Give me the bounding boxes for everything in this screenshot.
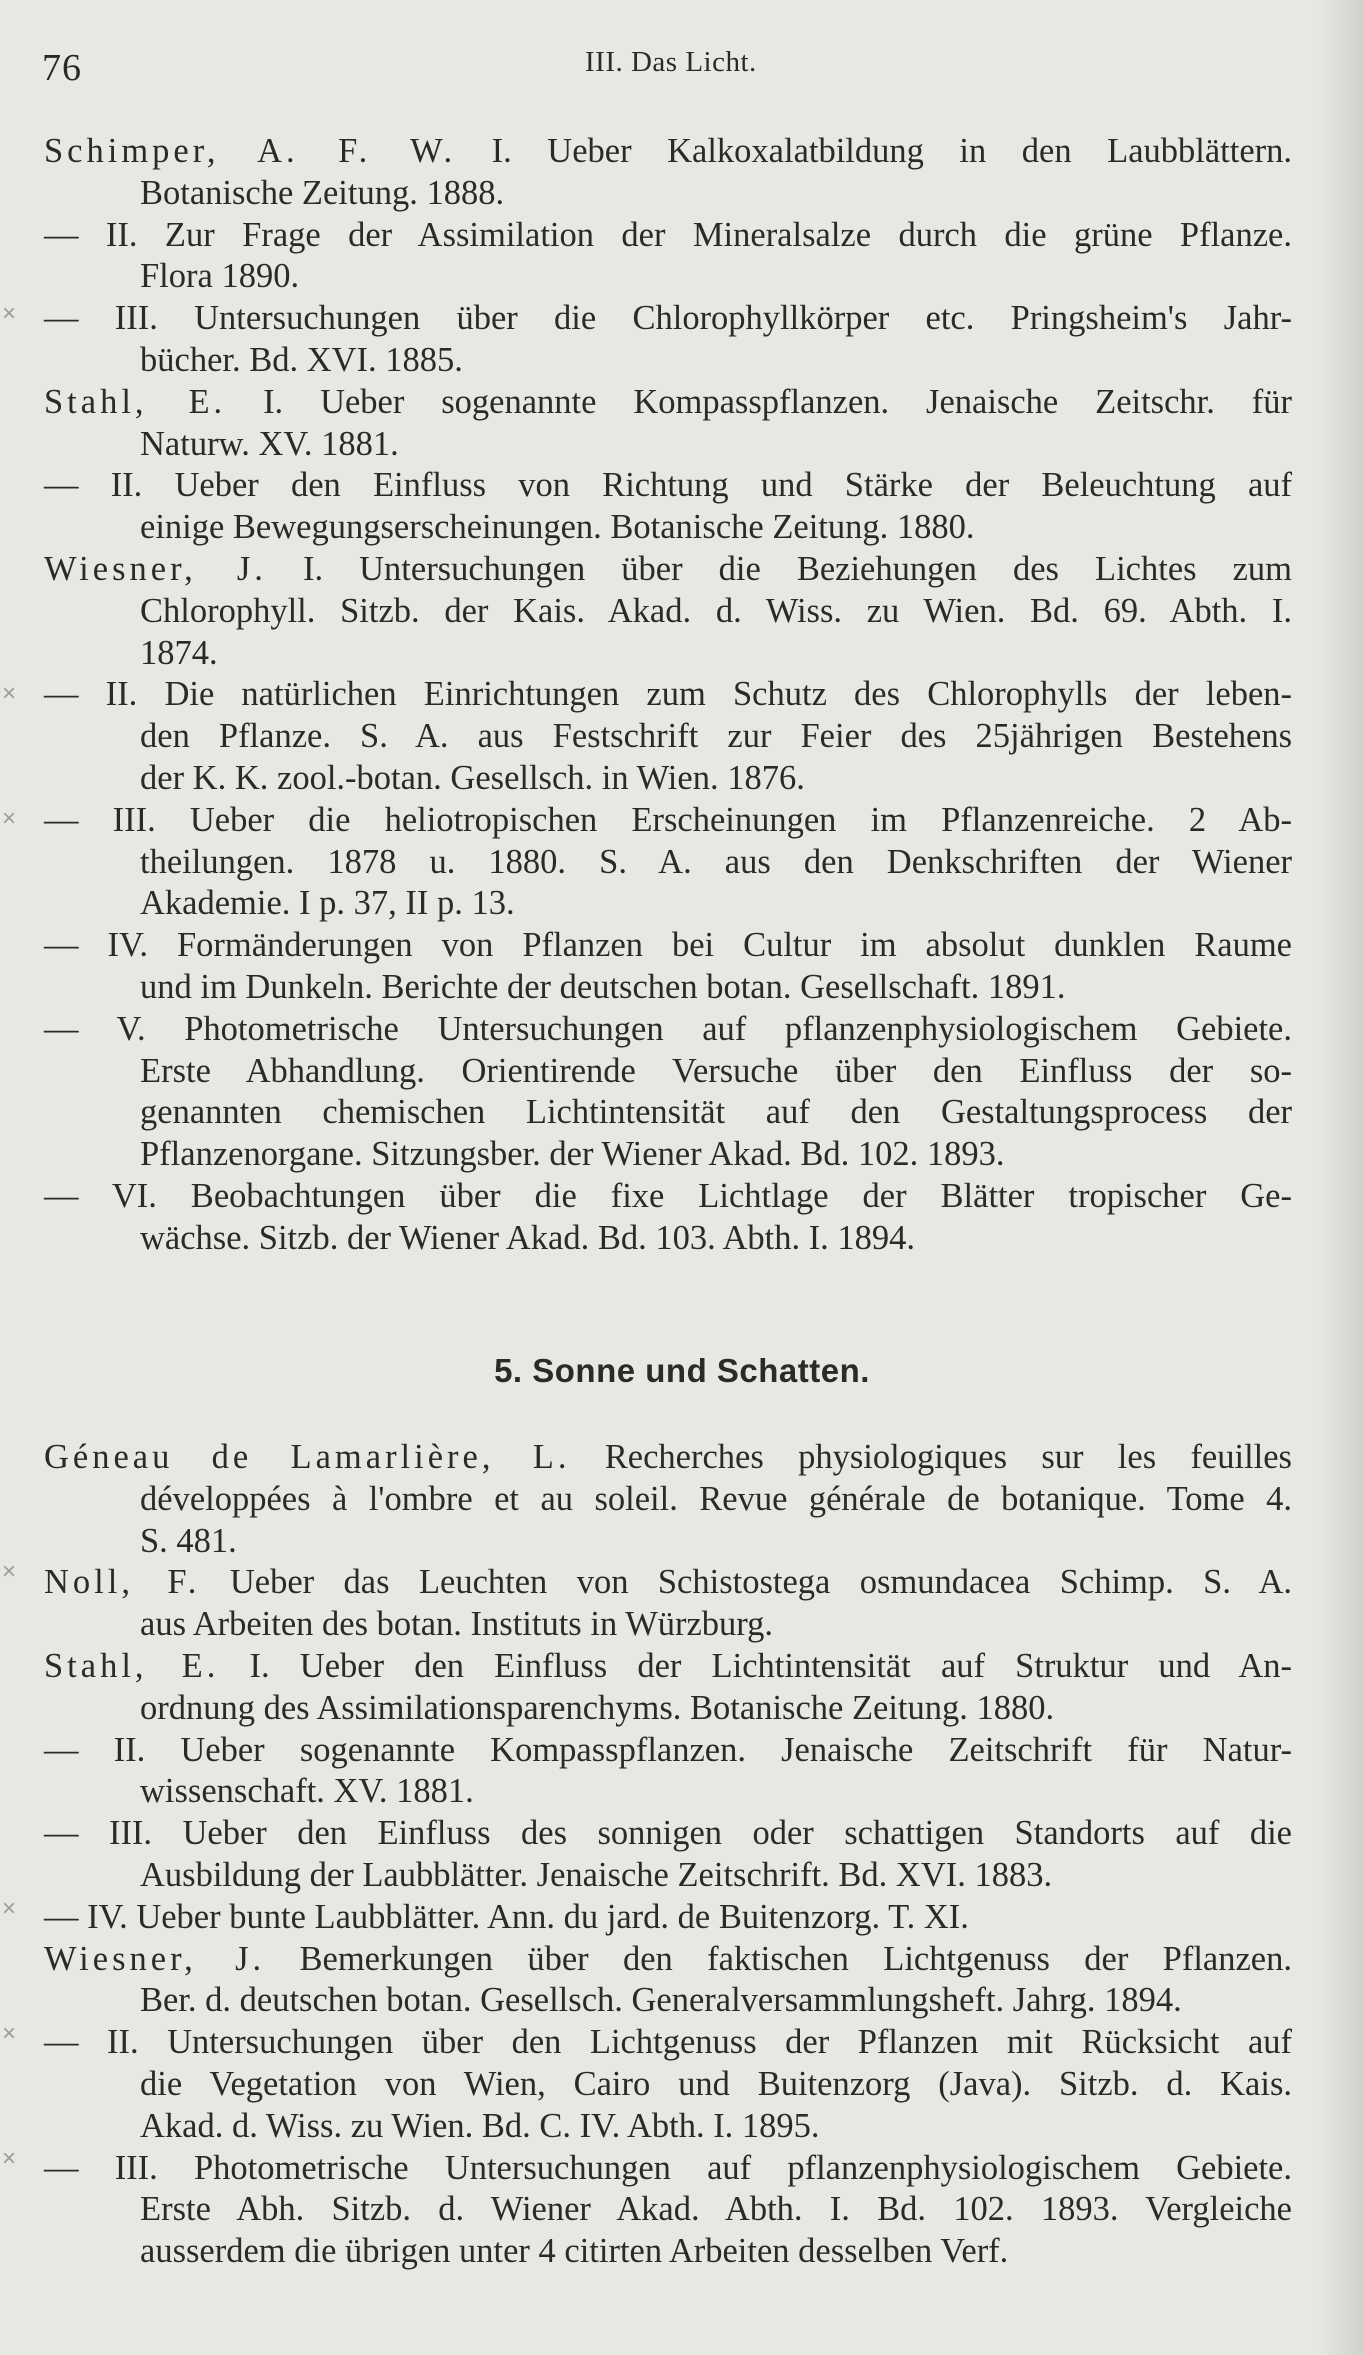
margin-mark: ×: [2, 2145, 17, 2172]
margin-mark: ×: [2, 1895, 17, 1922]
entry-text: I. Ueber sogenannte Kompasspflanzen. Jenaische Zeitschr. für: [263, 382, 1293, 421]
section-heading: 5. Sonne und Schatten.: [494, 1352, 870, 1389]
entry-text: wächse. Sitzb. der Wiener Akad. Bd. 103. Abth. I. 1894.: [140, 1218, 916, 1257]
entry-first-line: [0, 1562, 1292, 1604]
entry-text: Naturw. XV. 1881.: [140, 424, 399, 463]
entry-first-line: [0, 1813, 1292, 1855]
entry-continuation-line: [0, 1855, 1292, 1897]
entry-text: — III. Ueber die heliotropischen Erscheinungen im Pflanzenreiche. 2 Ab-: [44, 800, 1292, 839]
entry-continuation-line: [0, 1771, 1292, 1813]
entry-text: wissenschaft. XV. 1881.: [140, 1772, 474, 1811]
bibliography-entry: [0, 1009, 1292, 1176]
entry-first-line: [0, 1939, 1292, 1981]
entry-text: die Vegetation von Wien, Cairo und Buitenzorg (Java). Sitzb. d. Kais.: [140, 2064, 1292, 2103]
entry-author: Wiesner, J.: [44, 549, 267, 588]
entry-text: Erste Abhandlung. Orientirende Versuche über den Einfluss der so-: [140, 1051, 1292, 1090]
entry-text: — II. Ueber den Einfluss von Richtung und Stärke der Beleuchtung auf: [44, 466, 1292, 505]
entry-text: genannten chemischen Lichtintensität auf den Gestaltungsprocess der: [140, 1093, 1292, 1132]
entry-continuation-line: [0, 967, 1292, 1009]
running-head: III. Das Licht.: [585, 46, 757, 78]
entry-continuation-line: [0, 883, 1292, 925]
entry-first-line: [0, 2148, 1292, 2190]
margin-mark: ×: [2, 680, 17, 707]
entry-continuation-line: [0, 591, 1292, 633]
entry-continuation-line: [0, 1479, 1292, 1521]
entry-text: I. Ueber den Einfluss der Lichtintensität auf Struktur und An-: [249, 1646, 1293, 1685]
margin-mark: ×: [2, 300, 17, 327]
entry-continuation-line: [0, 633, 1292, 675]
entry-continuation-line: [0, 1521, 1292, 1563]
entry-continuation-line: [0, 424, 1292, 466]
entry-text: Erste Abh. Sitzb. d. Wiener Akad. Abth. I. Bd. 102. 1893. Vergleiche: [140, 2190, 1292, 2229]
margin-mark: ×: [2, 2020, 17, 2047]
page-header: [0, 40, 1364, 90]
entry-text: Ausbildung der Laubblätter. Jenaische Zeitschrift. Bd. XVI. 1883.: [140, 1855, 1053, 1894]
entry-text: Chlorophyll. Sitzb. der Kais. Akad. d. Wiss. zu Wien. Bd. 69. Abth. I.: [140, 591, 1292, 630]
entry-text: Botanische Zeitung. 1888.: [140, 173, 505, 212]
entry-text: — IV. Formänderungen von Pflanzen bei Cultur im absolut dunklen Raume: [44, 926, 1292, 965]
entry-text: S. 481.: [140, 1521, 237, 1560]
margin-mark: ×: [2, 805, 17, 832]
bibliography-entry: [0, 1730, 1292, 1814]
entry-author: Wiesner, J.: [44, 1939, 266, 1978]
entry-continuation-line: [0, 2231, 1292, 2273]
entry-first-line: [0, 298, 1292, 340]
entry-text: Pflanzenorgane. Sitzungsber. der Wiener Akad. Bd. 102. 1893.: [140, 1135, 1005, 1174]
entry-text: der K. K. zool.-botan. Gesellsch. in Wien. 1876.: [140, 758, 805, 797]
entry-text: — VI. Beobachtungen über die fixe Lichtlage der Blätter tropischer Ge-: [44, 1176, 1292, 1215]
entry-text: ausserdem die übrigen unter 4 citirten Arbeiten desselben Verf.: [140, 2232, 1009, 2271]
entry-text: — II. Ueber sogenannte Kompasspflanzen. Jenaische Zeitschrift für Natur-: [44, 1730, 1292, 1769]
entry-first-line: [0, 2022, 1292, 2064]
entry-continuation-line: [0, 2189, 1292, 2231]
entry-text: Ueber das Leuchten von Schistostega osmundacea Schimp. S. A.: [229, 1563, 1293, 1602]
entry-continuation-line: [0, 1092, 1292, 1134]
entry-first-line: [0, 1009, 1292, 1051]
entry-text: den Pflanze. S. A. aus Festschrift zur Feier des 25jährigen Bestehens: [140, 717, 1292, 756]
entry-author: Schimper, A. F. W.: [44, 132, 457, 170]
entry-text: aus Arbeiten des botan. Instituts in Würzburg.: [140, 1605, 774, 1644]
bibliography-entry: [0, 1562, 1292, 1646]
bibliography-entry: [0, 1176, 1292, 1260]
entry-text: — IV. Ueber bunte Laubblätter. Ann. du jard. de Buitenzorg. T. XI.: [44, 1897, 969, 1936]
entry-author: Noll, F.: [44, 1563, 201, 1602]
bibliography-entry: [0, 800, 1292, 925]
entry-text: und im Dunkeln. Berichte der deutschen botan. Gesellschaft. 1891.: [140, 967, 1066, 1006]
entry-continuation-line: [0, 1051, 1292, 1093]
entry-continuation-line: [0, 1980, 1292, 2022]
entry-text: Akademie. I p. 37, II p. 13.: [140, 884, 515, 923]
entry-first-line: [0, 1437, 1292, 1479]
entry-first-line: [0, 800, 1292, 842]
entry-first-line: [0, 215, 1292, 257]
entry-text: — II. Die natürlichen Einrichtungen zum Schutz des Chlorophylls der leben-: [44, 675, 1292, 714]
entry-continuation-line: [0, 1218, 1292, 1260]
entry-text: theilungen. 1878 u. 1880. S. A. aus den Denkschriften der Wiener: [140, 842, 1292, 881]
bibliography-entry: [0, 298, 1292, 382]
entry-first-line: [0, 1897, 1292, 1939]
entry-text: Recherches physiologiques sur les feuilles: [604, 1438, 1292, 1476]
entry-first-line: [0, 465, 1292, 507]
entry-continuation-line: [0, 758, 1292, 800]
entry-text: — III. Photometrische Untersuchungen auf pflanzenphysiologischem Gebiete.: [44, 2148, 1292, 2187]
entry-text: Flora 1890.: [140, 257, 300, 296]
entry-continuation-line: [0, 2064, 1292, 2106]
entry-continuation-line: [0, 1134, 1292, 1176]
entry-author: Stahl, E.: [44, 1646, 220, 1685]
bibliography-entry: [0, 1437, 1292, 1562]
entry-continuation-line: [0, 1604, 1292, 1646]
bibliography-entry: [0, 1813, 1292, 1897]
entry-text: bücher. Bd. XVI. 1885.: [140, 340, 463, 379]
bibliography-entry: [0, 1939, 1292, 2023]
entry-text: I. Untersuchungen über die Beziehungen des Lichtes zum: [302, 549, 1293, 588]
entry-continuation-line: [0, 1688, 1292, 1730]
entry-continuation-line: [0, 173, 1292, 215]
entry-continuation-line: [0, 256, 1292, 298]
entry-text: — III. Ueber den Einfluss des sonnigen oder schattigen Standorts auf die: [44, 1814, 1292, 1853]
bibliography-section-1: [0, 131, 1364, 1260]
entry-text: einige Bewegungserscheinungen. Botanische Zeitung. 1880.: [140, 508, 975, 547]
entry-first-line: [0, 1730, 1292, 1772]
entry-first-line: [0, 1176, 1292, 1218]
entry-text: — V. Photometrische Untersuchungen auf pflanzenphysiologischem Gebiete.: [44, 1009, 1292, 1048]
bibliography-entry: [0, 215, 1292, 299]
bibliography-entry: [0, 549, 1292, 674]
entry-first-line: [0, 925, 1292, 967]
bibliography-entry: [0, 1897, 1292, 1939]
entry-text: Bemerkungen über den faktischen Lichtgenuss der Pflanzen.: [299, 1939, 1292, 1978]
bibliography-entry: [0, 1646, 1292, 1730]
margin-mark: ×: [2, 1558, 17, 1585]
entry-text: Ber. d. deutschen botan. Gesellsch. Generalversammlungsheft. Jahrg. 1894.: [140, 1981, 1182, 2020]
entry-first-line: [0, 674, 1292, 716]
entry-text: ordnung des Assimilationsparenchyms. Botanische Zeitung. 1880.: [140, 1688, 1055, 1727]
bibliography-entry: [0, 925, 1292, 1009]
entry-first-line: [0, 131, 1292, 173]
entry-text: — II. Untersuchungen über den Lichtgenuss der Pflanzen mit Rücksicht auf: [44, 2023, 1292, 2062]
page-number: 76: [42, 47, 82, 89]
entry-text: — II. Zur Frage der Assimilation der Mineralsalze durch die grüne Pflanze.: [44, 215, 1292, 254]
entry-text: 1874.: [140, 633, 218, 672]
entry-continuation-line: [0, 842, 1292, 884]
bibliography-entry: [0, 674, 1292, 799]
entry-first-line: [0, 549, 1292, 591]
bibliography-entry: [0, 2022, 1292, 2147]
entry-author: Géneau de Lamarlière, L.: [44, 1438, 571, 1476]
entry-first-line: [0, 382, 1292, 424]
bibliography-entry: [0, 382, 1292, 466]
entry-text: Akad. d. Wiss. zu Wien. Bd. C. IV. Abth. I. 1895.: [140, 2106, 820, 2145]
bibliography-section-2: [0, 1437, 1364, 2273]
entry-text: I. Ueber Kalkoxalatbildung in den Laubblättern.: [491, 132, 1293, 170]
entry-continuation-line: [0, 716, 1292, 758]
entry-continuation-line: [0, 340, 1292, 382]
entry-text: développées à l'ombre et au soleil. Revue générale de botanique. Tome 4.: [140, 1479, 1292, 1518]
bibliography-entry: [0, 131, 1292, 215]
bibliography-entry: [0, 465, 1292, 549]
entry-author: Stahl, E.: [44, 382, 227, 421]
bibliography-entry: [0, 2148, 1292, 2273]
entry-continuation-line: [0, 507, 1292, 549]
entry-continuation-line: [0, 2106, 1292, 2148]
entry-first-line: [0, 1646, 1292, 1688]
entry-text: — III. Untersuchungen über die Chlorophyllkörper etc. Pringsheim's Jahr-: [44, 299, 1292, 338]
